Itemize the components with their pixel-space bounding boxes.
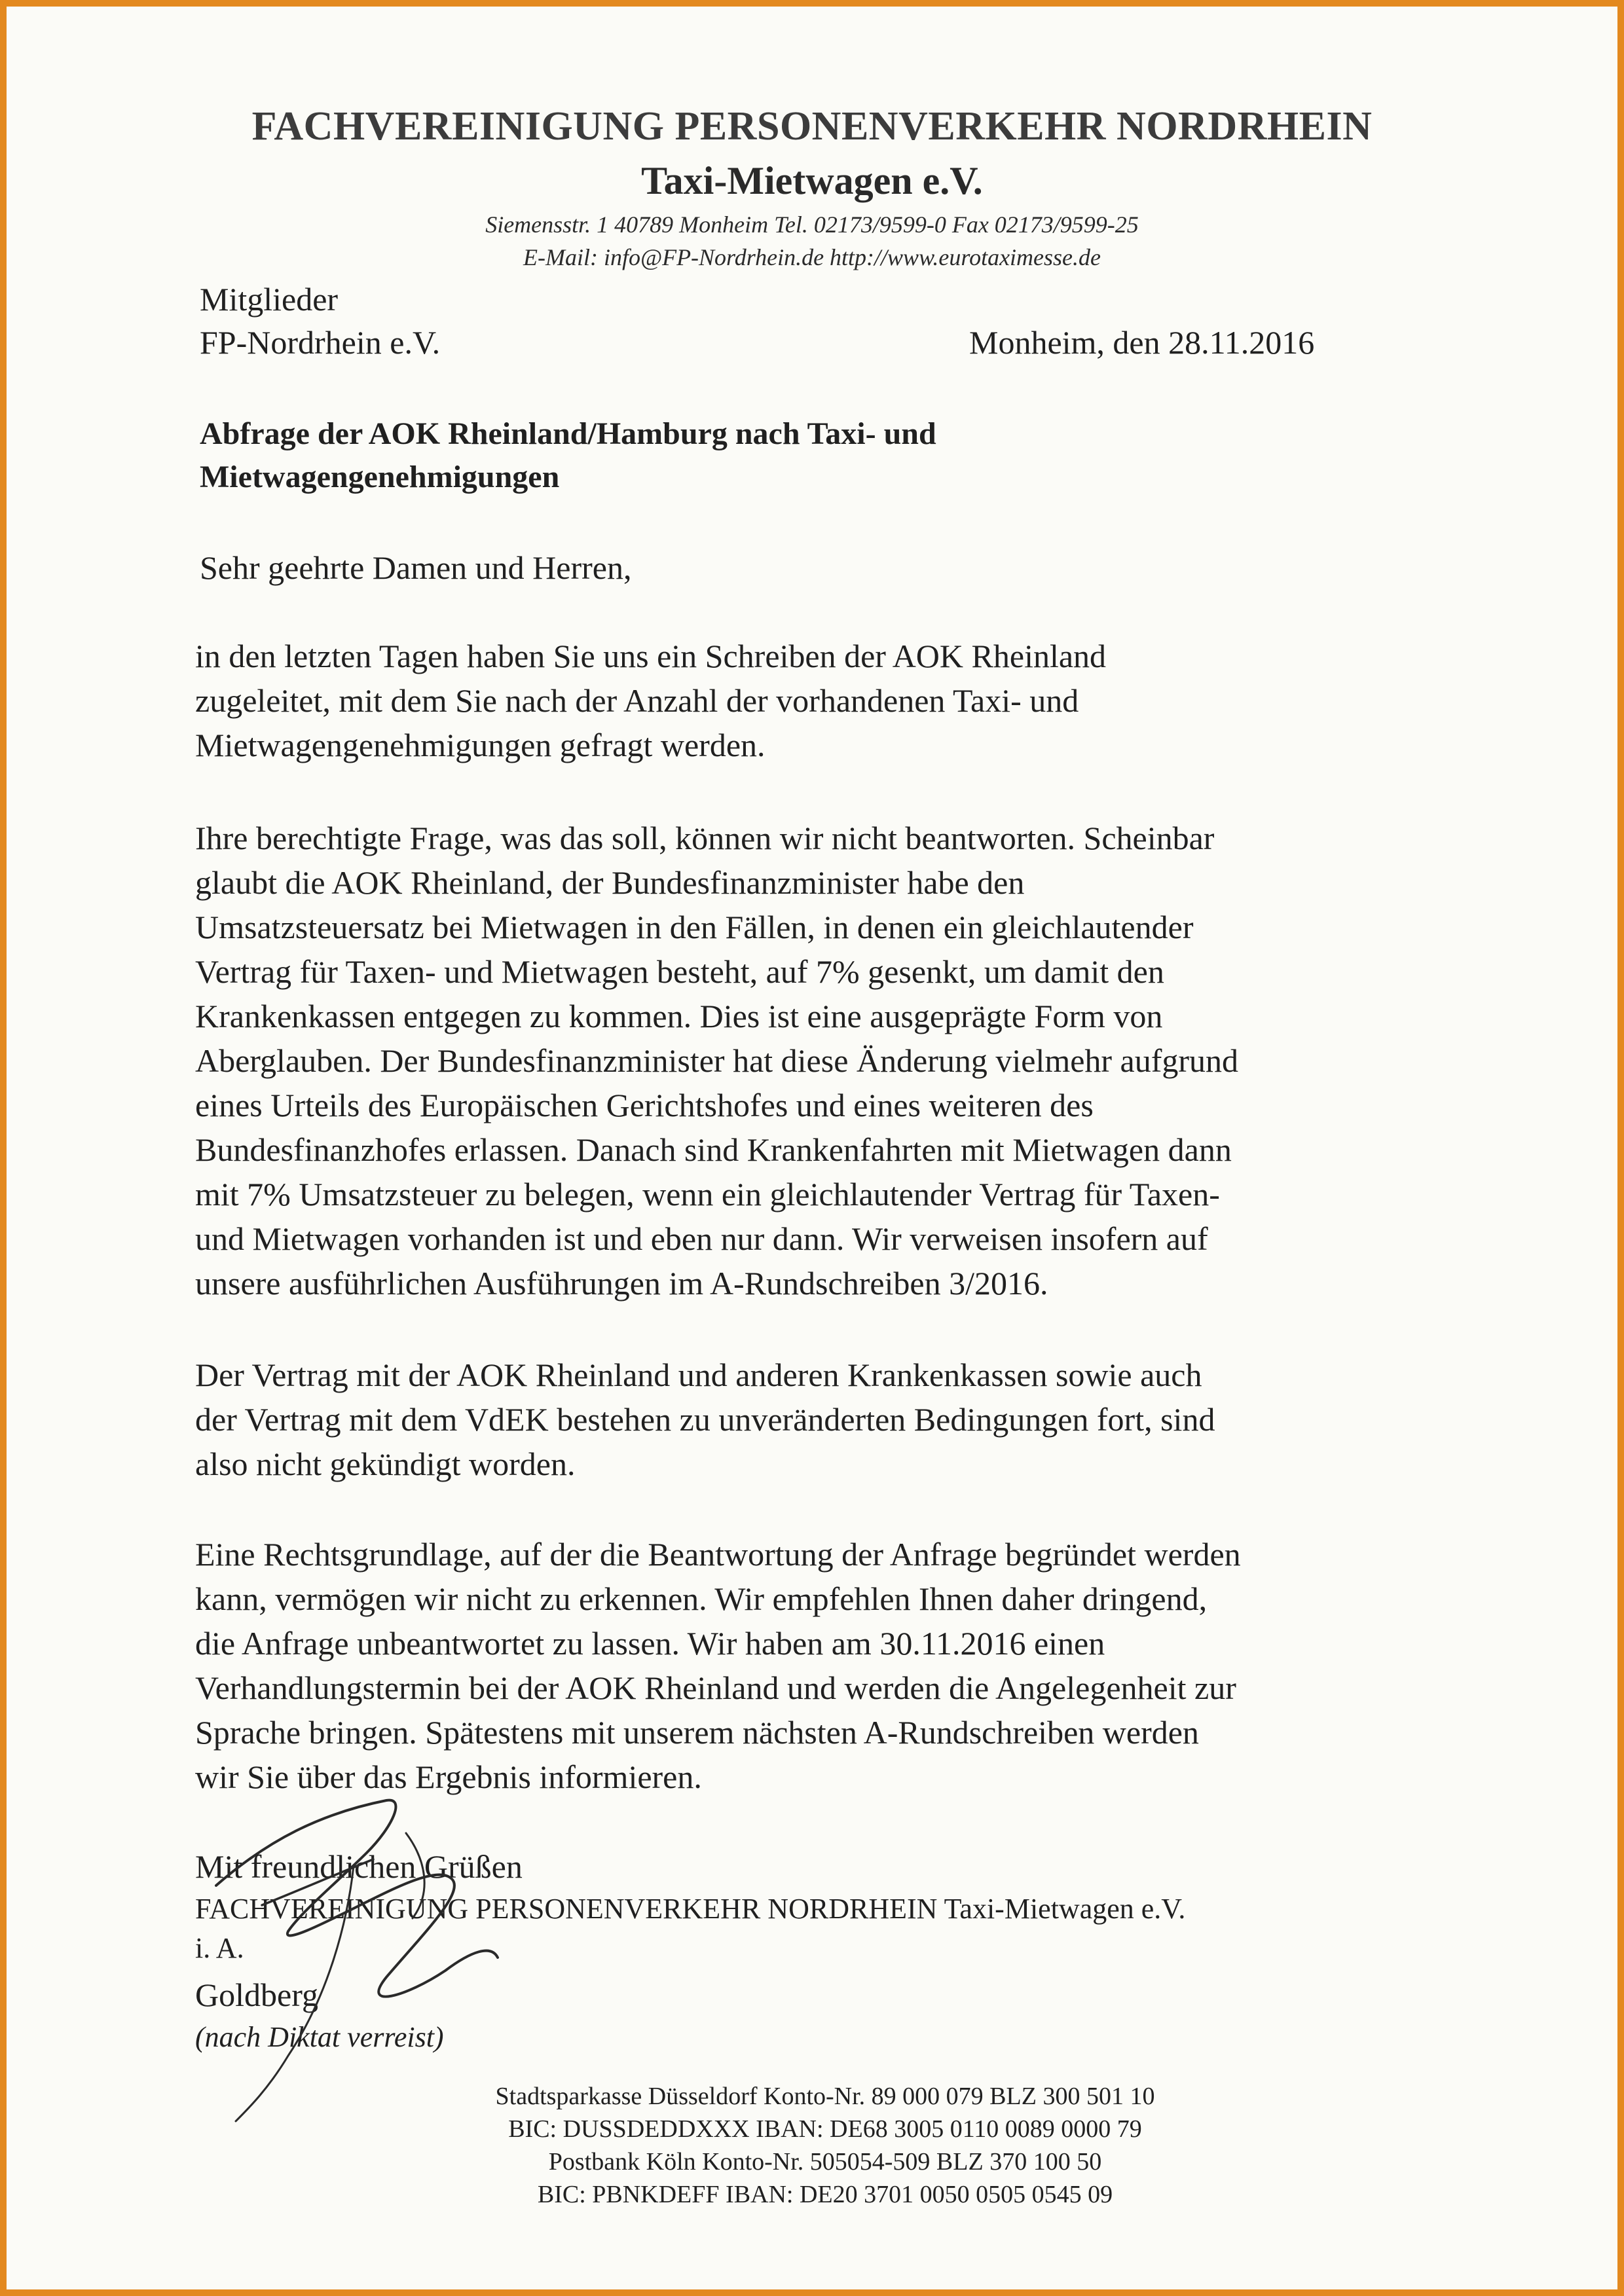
letterhead-address: Siemensstr. 1 40789 Monheim Tel. 02173/9599-0 Fax 02173/9599-25 xyxy=(485,211,1139,238)
letterhead-org-name: FACHVEREINIGUNG PERSONENVERKEHR NORDRHEIN xyxy=(251,104,1373,149)
handwritten-signature xyxy=(190,1761,596,2128)
letter-date: Monheim, den 28.11.2016 xyxy=(969,324,1315,361)
paragraph-line: Vertrag für Taxen- und Mietwagen besteht, auf 7% gesenkt, um damit den xyxy=(195,953,1164,990)
paragraph-1 xyxy=(195,634,1505,767)
paragraph-4 xyxy=(195,1532,1505,1799)
paragraph-line: Aberglauben. Der Bundesfinanzminister hat diese Änderung vielmehr aufgrund xyxy=(195,1042,1239,1079)
paragraph-line: in den letzten Tagen haben Sie uns ein Schreiben der AOK Rheinland xyxy=(195,638,1107,674)
letterhead-org-sub: Taxi-Mietwagen e.V. xyxy=(641,159,983,202)
paragraph-line: zugeleitet, mit dem Sie nach der Anzahl der vorhandenen Taxi- und xyxy=(195,682,1079,719)
bank-details-line-3: Postbank Köln Konto-Nr. 505054-509 BLZ 370 100 50 xyxy=(548,2148,1102,2176)
closing-name: Goldberg xyxy=(195,1977,318,2013)
paragraph-line: Bundesfinanzhofes erlassen. Danach sind Krankenfahrten mit Mietwagen dann xyxy=(195,1131,1232,1168)
paragraph-line: mit 7% Umsatzsteuer zu belegen, wenn ein gleichlautender Vertrag für Taxen- xyxy=(195,1176,1220,1212)
recipient-line-1: Mitglieder xyxy=(200,281,339,318)
closing-greeting: Mit freundlichen Grüßen xyxy=(195,1848,523,1885)
paragraph-line: die Anfrage unbeantwortet zu lassen. Wir haben am 30.11.2016 einen xyxy=(195,1625,1105,1662)
closing-proxy: i. A. xyxy=(195,1932,244,1964)
paragraph-line: Umsatzsteuersatz bei Mietwagen in den Fällen, in denen ein gleichlautender xyxy=(195,909,1194,945)
paragraph-line: Ihre berechtigte Frage, was das soll, können wir nicht beantworten. Scheinbar xyxy=(195,820,1215,856)
paragraph-line: eines Urteils des Europäischen Gerichtshofes und eines weiteren des xyxy=(195,1087,1094,1123)
closing-organization: FACHVEREINIGUNG PERSONENVERKEHR NORDRHEIN Taxi-Mietwagen e.V. xyxy=(195,1893,1186,1925)
paragraph-line: der Vertrag mit dem VdEK bestehen zu unveränderten Bedingungen fort, sind xyxy=(195,1401,1215,1438)
paragraph-3 xyxy=(195,1353,1505,1486)
paragraph-line: wir Sie über das Ergebnis informieren. xyxy=(195,1758,702,1795)
paragraph-line: Mietwagengenehmigungen gefragt werden. xyxy=(195,727,766,763)
paragraph-line: Der Vertrag mit der AOK Rheinland und anderen Krankenkassen sowie auch xyxy=(195,1357,1202,1393)
paragraph-line: also nicht gekündigt worden. xyxy=(195,1446,576,1482)
closing-note: (nach Diktat verreist) xyxy=(195,2021,444,2053)
paragraph-line: Eine Rechtsgrundlage, auf der die Beantwortung der Anfrage begründet werden xyxy=(195,1536,1241,1573)
subject-line-1: Abfrage der AOK Rheinland/Hamburg nach Taxi- und xyxy=(200,416,936,451)
bank-details-line-4: BIC: PBNKDEFF IBAN: DE20 3701 0050 0505 0545 09 xyxy=(537,2181,1113,2208)
paragraph-line: Krankenkassen entgegen zu kommen. Dies ist eine ausgeprägte Form von xyxy=(195,998,1163,1034)
salutation: Sehr geehrte Damen und Herren, xyxy=(200,549,632,586)
paragraph-2 xyxy=(195,816,1505,1305)
paragraph-line: kann, vermögen wir nicht zu erkennen. Wir empfehlen Ihnen daher dringend, xyxy=(195,1580,1208,1617)
subject-line-2: Mietwagengenehmigungen xyxy=(200,460,560,494)
letter-subject xyxy=(200,412,1444,499)
recipient-line-2: FP-Nordrhein e.V. xyxy=(200,324,441,361)
paragraph-line: unsere ausführlichen Ausführungen im A-Rundschreiben 3/2016. xyxy=(195,1265,1048,1302)
paragraph-line: und Mietwagen vorhanden ist und eben nur dann. Wir verweisen insofern auf xyxy=(195,1220,1208,1257)
paragraph-line: glaubt die AOK Rheinland, der Bundesfinanzminister habe den xyxy=(195,864,1025,901)
letterhead-web: E-Mail: info@FP-Nordrhein.de http://www.eurotaximesse.de xyxy=(523,244,1101,270)
paragraph-line: Verhandlungstermin bei der AOK Rheinland und werden die Angelegenheit zur xyxy=(195,1669,1236,1706)
letter-page xyxy=(7,7,1617,2289)
paragraph-line: Sprache bringen. Spätestens mit unserem nächsten A-Rundschreiben werden xyxy=(195,1714,1199,1751)
bank-details-line-2: BIC: DUSSDEDDXXX IBAN: DE68 3005 0110 0089 0000 79 xyxy=(508,2115,1142,2143)
bank-details-line-1: Stadtsparkasse Düsseldorf Konto-Nr. 89 000 079 BLZ 300 501 10 xyxy=(495,2083,1155,2110)
